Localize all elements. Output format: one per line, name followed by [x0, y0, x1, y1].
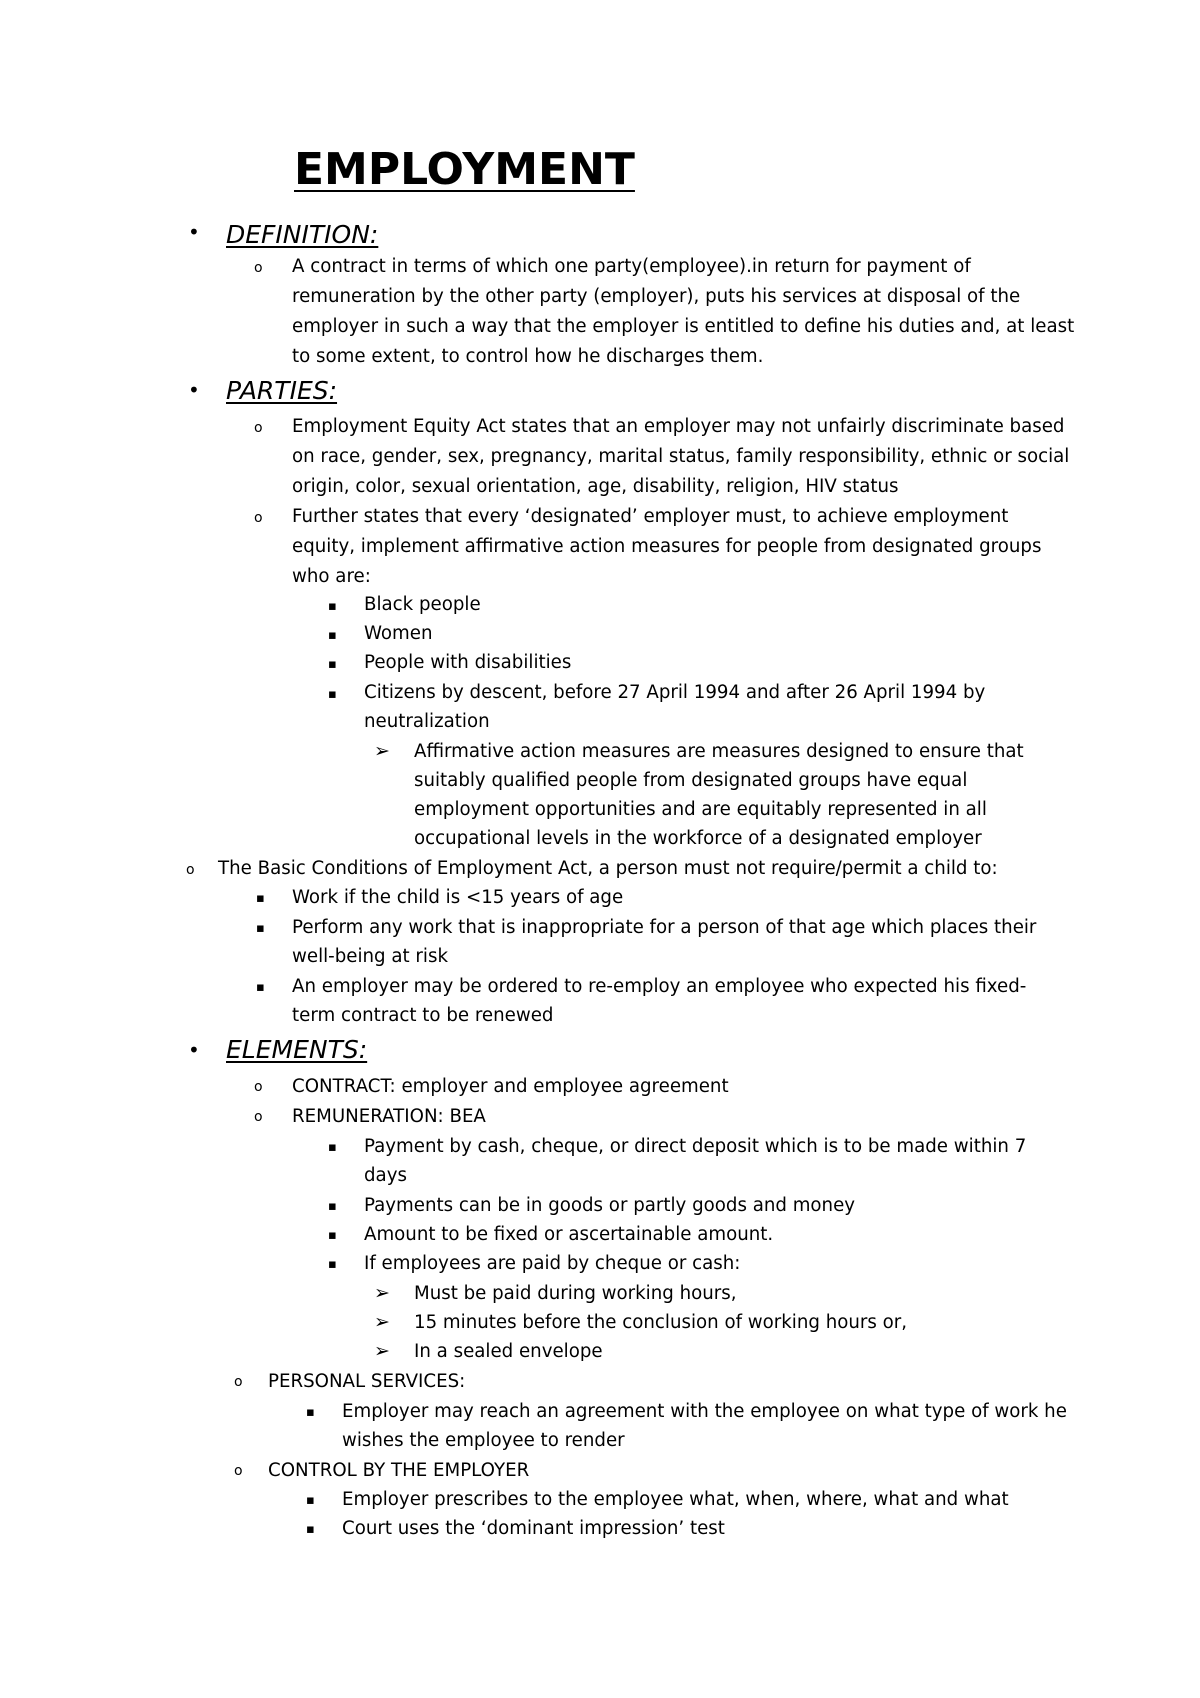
control-item: Employer prescribes to the employee what, when, where, what and what [342, 1489, 1009, 1510]
definition-line: remuneration by the other party (employer), puts his services at disposal of the [292, 286, 1021, 307]
square-marker: ▪ [328, 1140, 337, 1155]
remuneration-item: Payments can be in goods or partly goods and money [364, 1195, 856, 1216]
elements-personal-services: PERSONAL SERVICES: [268, 1371, 466, 1392]
elements-remuneration: REMUNERATION: BEA [292, 1106, 486, 1127]
bcea-item: well-being at risk [292, 946, 448, 967]
elements-heading: ELEMENTS: [226, 1035, 368, 1064]
bullet-marker: • [188, 220, 200, 244]
parties-line: on race, gender, sex, pregnancy, marital status, family responsibility, ethnic or social [292, 446, 1070, 467]
payment-arrow-item: Must be paid during working hours, [414, 1283, 737, 1304]
arrow-line: employment opportunities and are equitably represented in all [414, 799, 987, 820]
control-item: Court uses the ‘dominant impression’ test [342, 1518, 725, 1539]
circle-marker: o [254, 1109, 263, 1125]
square-marker: ▪ [328, 1228, 337, 1243]
parties-line: origin, color, sexual orientation, age, disability, religion, HIV status [292, 476, 899, 497]
square-marker: ▪ [306, 1522, 315, 1537]
square-marker: ▪ [306, 1405, 315, 1420]
group-item: People with disabilities [364, 652, 572, 673]
square-marker: ▪ [328, 1199, 337, 1214]
group-item: Citizens by descent, before 27 April 1994 and after 26 April 1994 by [364, 682, 986, 703]
square-marker: ▪ [256, 891, 265, 906]
square-marker: ▪ [328, 657, 337, 672]
definition-heading: DEFINITION: [226, 220, 379, 249]
bullet-marker: • [188, 378, 200, 402]
circle-marker: o [254, 510, 263, 526]
bcea-line: The Basic Conditions of Employment Act, a person must not require/permit a child to: [218, 858, 998, 879]
arrow-line: suitably qualified people from designated groups have equal [414, 770, 968, 791]
square-marker: ▪ [328, 628, 337, 643]
elements-contract: CONTRACT: employer and employee agreement [292, 1076, 729, 1097]
square-marker: ▪ [328, 1257, 337, 1272]
personal-item: Employer may reach an agreement with the employee on what type of work he [342, 1401, 1067, 1422]
payment-arrow-item: 15 minutes before the conclusion of working hours or, [414, 1312, 907, 1333]
parties-line: equity, implement affirmative action measures for people from designated groups [292, 536, 1042, 557]
group-item: Women [364, 623, 433, 644]
personal-item: wishes the employee to render [342, 1430, 625, 1451]
definition-line: to some extent, to control how he discharges them. [292, 346, 764, 367]
square-marker: ▪ [328, 687, 337, 702]
remuneration-item: If employees are paid by cheque or cash: [364, 1253, 741, 1274]
elements-control: CONTROL BY THE EMPLOYER [268, 1460, 530, 1481]
group-item: Black people [364, 594, 481, 615]
circle-marker: o [254, 260, 263, 276]
parties-heading: PARTIES: [226, 376, 338, 405]
arrow-marker: ➢ [374, 1282, 390, 1304]
circle-marker: o [234, 1463, 243, 1479]
circle-marker: o [186, 862, 195, 878]
parties-line: Employment Equity Act states that an employer may not unfairly discriminate based [292, 416, 1065, 437]
parties-line: who are: [292, 566, 371, 587]
bcea-item: Work if the child is <15 years of age [292, 887, 624, 908]
square-marker: ▪ [306, 1493, 315, 1508]
remuneration-item: Amount to be fixed or ascertainable amount. [364, 1224, 774, 1245]
arrow-marker: ➢ [374, 1340, 390, 1362]
circle-marker: o [254, 1079, 263, 1095]
circle-marker: o [234, 1374, 243, 1390]
square-marker: ▪ [256, 921, 265, 936]
bcea-item: Perform any work that is inappropriate for a person of that age which places their [292, 917, 1037, 938]
remuneration-item: Payment by cash, cheque, or direct deposit which is to be made within 7 [364, 1136, 1027, 1157]
parties-line: Further states that every ‘designated’ employer must, to achieve employment [292, 506, 1009, 527]
square-marker: ▪ [256, 980, 265, 995]
bcea-item: An employer may be ordered to re-employ an employee who expected his fixed- [292, 976, 1027, 997]
definition-line: A contract in terms of which one party(employee).in return for payment of [292, 256, 971, 277]
page-title: EMPLOYMENT [294, 144, 635, 195]
group-item: neutralization [364, 711, 490, 732]
arrow-marker: ➢ [374, 740, 390, 762]
circle-marker: o [254, 420, 263, 436]
arrow-line: occupational levels in the workforce of a designated employer [414, 828, 982, 849]
bcea-item: term contract to be renewed [292, 1005, 554, 1026]
bullet-marker: • [188, 1038, 200, 1062]
remuneration-item: days [364, 1165, 407, 1186]
arrow-marker: ➢ [374, 1311, 390, 1333]
payment-arrow-item: In a sealed envelope [414, 1341, 603, 1362]
square-marker: ▪ [328, 599, 337, 614]
arrow-line: Affirmative action measures are measures designed to ensure that [414, 741, 1024, 762]
definition-line: employer in such a way that the employer is entitled to define his duties and, at least [292, 316, 1075, 337]
